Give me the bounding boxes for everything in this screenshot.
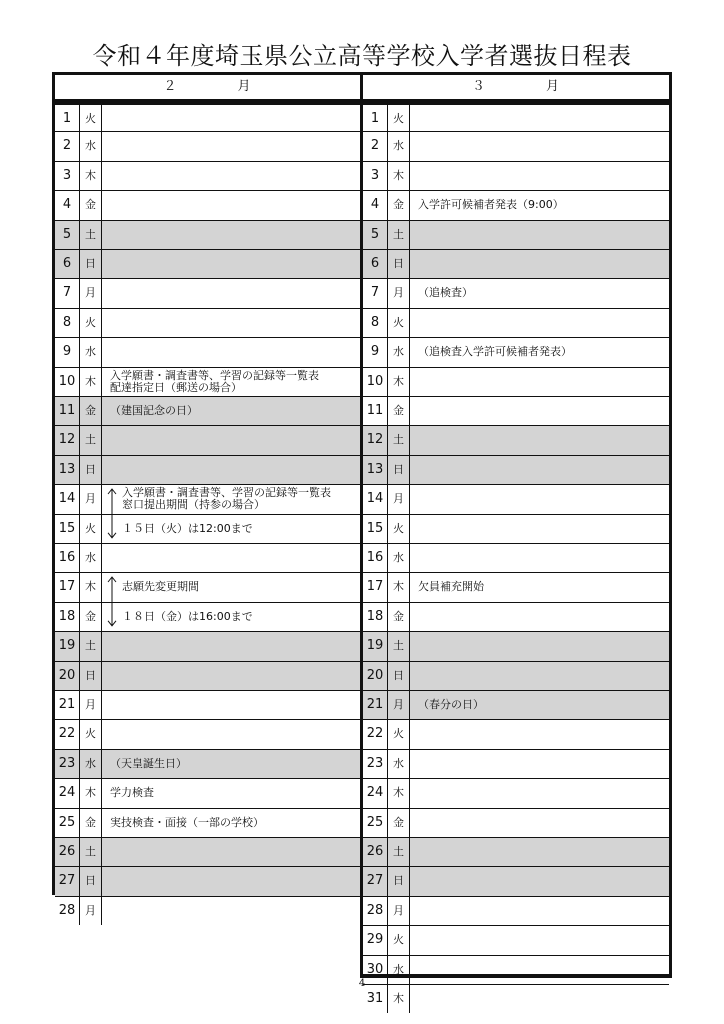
- day-number: 16: [55, 544, 80, 572]
- day-number: 13: [363, 456, 388, 484]
- event-cell: [102, 485, 360, 513]
- weekday: 水: [80, 338, 102, 366]
- event-text: 学力検査: [110, 786, 154, 800]
- day-row: [55, 484, 360, 513]
- day-row: [55, 602, 360, 631]
- weekday: 木: [80, 779, 102, 807]
- event-cell: [102, 338, 360, 366]
- weekday: 木: [80, 573, 102, 601]
- weekday: 月: [80, 279, 102, 307]
- weekday: 月: [388, 897, 410, 925]
- event-cell: [102, 221, 360, 249]
- event-cell: [410, 632, 669, 660]
- page-number: 4: [358, 978, 366, 989]
- weekday: 火: [388, 926, 410, 954]
- weekday: 金: [388, 603, 410, 631]
- weekday: 日: [388, 867, 410, 895]
- day-row: [363, 749, 669, 778]
- weekday: 火: [388, 515, 410, 543]
- day-number: 16: [363, 544, 388, 572]
- day-row: [55, 337, 360, 366]
- day-number: 7: [55, 279, 80, 307]
- event-text: 実技検査・面接（一部の学校）: [110, 815, 264, 829]
- weekday: 日: [80, 456, 102, 484]
- event-text: （追検査）: [418, 286, 473, 300]
- day-row: [55, 749, 360, 778]
- day-number: 3: [55, 162, 80, 190]
- day-number: 22: [363, 720, 388, 748]
- event-cell: [410, 162, 669, 190]
- weekday: 火: [388, 105, 410, 131]
- day-number: 25: [363, 809, 388, 837]
- event-text: （追検査入学許可候補者発表）: [418, 345, 572, 359]
- day-number: 9: [363, 338, 388, 366]
- event-cell: [410, 250, 669, 278]
- day-number: 17: [55, 573, 80, 601]
- day-row: [55, 161, 360, 190]
- day-number: 14: [363, 485, 388, 513]
- event-cell: [410, 426, 669, 454]
- event-cell: [102, 191, 360, 219]
- weekday: 金: [388, 397, 410, 425]
- weekday: 水: [80, 132, 102, 160]
- event-cell: [410, 368, 669, 396]
- day-row: [363, 161, 669, 190]
- weekday: 土: [388, 632, 410, 660]
- event-text-line2: 配達指定日（郵送の場合）: [110, 380, 242, 394]
- event-text: １８日（金）は16:00まで: [122, 609, 253, 623]
- weekday: 木: [388, 162, 410, 190]
- event-cell: [102, 720, 360, 748]
- day-number: 6: [55, 250, 80, 278]
- day-number: 28: [363, 897, 388, 925]
- day-row: [55, 631, 360, 660]
- event-cell: [410, 867, 669, 895]
- weekday: 日: [388, 662, 410, 690]
- day-row: [363, 778, 669, 807]
- day-number: 13: [55, 456, 80, 484]
- march-month-label: 月: [546, 79, 561, 94]
- march-days: [363, 102, 669, 1006]
- day-number: 9: [55, 338, 80, 366]
- day-number: 4: [363, 191, 388, 219]
- day-number: 31: [363, 985, 388, 1013]
- event-cell: [102, 368, 360, 396]
- day-row: [363, 131, 669, 160]
- day-row: [55, 572, 360, 601]
- day-number: 20: [55, 662, 80, 690]
- weekday: 日: [80, 662, 102, 690]
- event-cell: [410, 838, 669, 866]
- day-number: 6: [363, 250, 388, 278]
- day-row: [55, 308, 360, 337]
- event-cell: [410, 456, 669, 484]
- weekday: 木: [80, 368, 102, 396]
- weekday: 水: [388, 750, 410, 778]
- weekday: 土: [388, 221, 410, 249]
- weekday: 土: [388, 838, 410, 866]
- day-number: 27: [363, 867, 388, 895]
- event-cell: [102, 105, 360, 131]
- weekday: 月: [80, 691, 102, 719]
- event-cell: [102, 750, 360, 778]
- event-cell: [102, 250, 360, 278]
- day-number: 8: [55, 309, 80, 337]
- event-cell: [410, 132, 669, 160]
- event-cell: [102, 544, 360, 572]
- event-text-line1: 入学願書・調査書等、学習の記録等一覧表: [110, 368, 319, 382]
- day-number: 23: [55, 750, 80, 778]
- day-number: 21: [55, 691, 80, 719]
- day-row: [363, 278, 669, 307]
- weekday: 水: [80, 750, 102, 778]
- day-number: 1: [55, 105, 80, 131]
- day-number: 12: [55, 426, 80, 454]
- weekday: 月: [388, 485, 410, 513]
- march-header: [363, 75, 669, 102]
- march-month-number: ３: [471, 79, 486, 94]
- day-row: [363, 367, 669, 396]
- day-row: [55, 778, 360, 807]
- day-row: [55, 367, 360, 396]
- day-number: 15: [55, 515, 80, 543]
- day-number: 27: [55, 867, 80, 895]
- event-cell: [410, 544, 669, 572]
- weekday: 土: [80, 838, 102, 866]
- day-number: 4: [55, 191, 80, 219]
- february-month-label: 月: [237, 79, 252, 94]
- event-cell: [102, 573, 360, 601]
- day-row: [363, 337, 669, 366]
- event-cell: [102, 662, 360, 690]
- weekday: 水: [388, 956, 410, 984]
- weekday: 日: [80, 867, 102, 895]
- event-cell: [102, 279, 360, 307]
- day-number: 28: [55, 897, 80, 925]
- day-number: 2: [55, 132, 80, 160]
- weekday: 土: [388, 426, 410, 454]
- event-text: 志願先変更期間: [122, 580, 199, 594]
- event-cell: [410, 573, 669, 601]
- day-row: [363, 396, 669, 425]
- day-number: 10: [55, 368, 80, 396]
- weekday: 火: [388, 720, 410, 748]
- day-row: [363, 602, 669, 631]
- february-table: [52, 72, 363, 918]
- day-row: [55, 455, 360, 484]
- day-row: [55, 278, 360, 307]
- double-arrow-icon: [107, 576, 117, 627]
- weekday: 月: [80, 897, 102, 925]
- event-cell: [410, 720, 669, 748]
- day-number: 22: [55, 720, 80, 748]
- event-cell: [410, 309, 669, 337]
- march-table: [360, 72, 672, 1006]
- event-cell: [410, 191, 669, 219]
- page-title: 令和４年度埼玉県公立高等学校入学者選抜日程表: [92, 42, 632, 70]
- weekday: 木: [388, 779, 410, 807]
- day-row: [363, 220, 669, 249]
- event-cell: [410, 397, 669, 425]
- event-cell: [410, 809, 669, 837]
- day-number: 24: [363, 779, 388, 807]
- day-number: 7: [363, 279, 388, 307]
- event-cell: [102, 691, 360, 719]
- day-row: [363, 896, 669, 925]
- day-number: 25: [55, 809, 80, 837]
- weekday: 水: [388, 338, 410, 366]
- day-row: [363, 308, 669, 337]
- event-cell: [410, 662, 669, 690]
- day-row: [55, 896, 360, 925]
- day-number: 5: [55, 221, 80, 249]
- weekday: 火: [80, 309, 102, 337]
- day-number: 29: [363, 926, 388, 954]
- day-row: [55, 131, 360, 160]
- day-row: [55, 690, 360, 719]
- weekday: 水: [388, 132, 410, 160]
- day-row: [363, 514, 669, 543]
- day-row: [363, 249, 669, 278]
- day-number: 14: [55, 485, 80, 513]
- weekday: 土: [80, 426, 102, 454]
- weekday: 月: [388, 279, 410, 307]
- day-row: [55, 425, 360, 454]
- event-cell: [102, 132, 360, 160]
- event-cell: [102, 309, 360, 337]
- day-number: 30: [363, 956, 388, 984]
- day-row: [363, 425, 669, 454]
- day-row: [55, 514, 360, 543]
- day-number: 19: [363, 632, 388, 660]
- day-row: [55, 396, 360, 425]
- weekday: 水: [388, 544, 410, 572]
- day-number: 17: [363, 573, 388, 601]
- event-cell: [410, 338, 669, 366]
- event-cell: [102, 897, 360, 925]
- day-row: [363, 925, 669, 954]
- event-cell: [410, 221, 669, 249]
- february-days: [55, 102, 360, 918]
- event-cell: [102, 632, 360, 660]
- event-cell: [410, 985, 669, 1013]
- weekday: 月: [80, 485, 102, 513]
- event-cell: [102, 162, 360, 190]
- day-number: 18: [55, 603, 80, 631]
- weekday: 火: [80, 720, 102, 748]
- weekday: 火: [80, 515, 102, 543]
- event-cell: [102, 397, 360, 425]
- double-arrow-icon: [107, 488, 117, 539]
- day-row: [55, 808, 360, 837]
- day-number: 12: [363, 426, 388, 454]
- event-text: （天皇誕生日）: [110, 756, 187, 770]
- event-text: （春分の日）: [418, 698, 484, 711]
- day-row: [55, 837, 360, 866]
- event-cell: [102, 867, 360, 895]
- weekday: 月: [388, 691, 410, 719]
- event-cell: [410, 603, 669, 631]
- event-cell: [410, 926, 669, 954]
- weekday: 金: [80, 809, 102, 837]
- weekday: 金: [80, 191, 102, 219]
- day-number: 2: [363, 132, 388, 160]
- weekday: 日: [388, 250, 410, 278]
- weekday: 木: [80, 162, 102, 190]
- day-row: [363, 808, 669, 837]
- day-number: 5: [363, 221, 388, 249]
- event-cell: [410, 485, 669, 513]
- event-cell: [102, 809, 360, 837]
- event-text: 入学許可候補者発表（9:00）: [418, 198, 564, 212]
- weekday: 金: [80, 397, 102, 425]
- day-row: [363, 866, 669, 895]
- day-number: 24: [55, 779, 80, 807]
- february-header: [55, 75, 360, 102]
- weekday: 木: [388, 368, 410, 396]
- day-row: [363, 484, 669, 513]
- day-row: [363, 631, 669, 660]
- day-row: [363, 719, 669, 748]
- day-row: [55, 866, 360, 895]
- weekday: 金: [388, 191, 410, 219]
- event-cell: [102, 603, 360, 631]
- day-number: 18: [363, 603, 388, 631]
- day-number: 15: [363, 515, 388, 543]
- event-cell: [410, 897, 669, 925]
- day-number: 21: [363, 691, 388, 719]
- day-row: [363, 455, 669, 484]
- event-text: 欠員補充開始: [418, 580, 484, 594]
- weekday: 日: [80, 250, 102, 278]
- event-cell: [410, 779, 669, 807]
- event-cell: [410, 750, 669, 778]
- weekday: 土: [80, 221, 102, 249]
- event-cell: [410, 279, 669, 307]
- weekday: 木: [388, 985, 410, 1013]
- day-number: 1: [363, 105, 388, 131]
- day-row: [55, 102, 360, 131]
- day-row: [55, 661, 360, 690]
- day-number: 8: [363, 309, 388, 337]
- day-row: [363, 543, 669, 572]
- day-number: 23: [363, 750, 388, 778]
- february-month-number: ２: [163, 79, 178, 94]
- day-row: [363, 102, 669, 131]
- day-row: [55, 719, 360, 748]
- event-text: １５日（火）は12:00まで: [122, 521, 253, 535]
- day-row: [363, 190, 669, 219]
- weekday: 木: [388, 573, 410, 601]
- weekday: 金: [80, 603, 102, 631]
- event-cell: [102, 515, 360, 543]
- day-row: [363, 837, 669, 866]
- event-cell: [410, 691, 669, 719]
- event-text-line1: 入学願書・調査書等、学習の記録等一覧表: [122, 486, 331, 500]
- day-number: 26: [55, 838, 80, 866]
- day-row: [55, 220, 360, 249]
- weekday: 日: [388, 456, 410, 484]
- event-cell: [102, 426, 360, 454]
- event-text-line2: 窓口提出期間（持参の場合）: [122, 498, 265, 512]
- event-text: （建国記念の日）: [110, 404, 198, 417]
- day-number: 19: [55, 632, 80, 660]
- day-number: 10: [363, 368, 388, 396]
- event-cell: [102, 838, 360, 866]
- event-cell: [410, 105, 669, 131]
- day-number: 3: [363, 162, 388, 190]
- day-number: 20: [363, 662, 388, 690]
- weekday: 金: [388, 809, 410, 837]
- event-cell: [102, 779, 360, 807]
- day-row: [55, 249, 360, 278]
- day-number: 11: [55, 397, 80, 425]
- weekday: 水: [80, 544, 102, 572]
- day-row: [55, 190, 360, 219]
- day-row: [363, 572, 669, 601]
- day-row: [363, 661, 669, 690]
- weekday: 火: [80, 105, 102, 131]
- day-number: 11: [363, 397, 388, 425]
- day-row: [363, 690, 669, 719]
- day-row: [55, 543, 360, 572]
- event-cell: [102, 456, 360, 484]
- event-cell: [410, 515, 669, 543]
- weekday: 土: [80, 632, 102, 660]
- weekday: 火: [388, 309, 410, 337]
- day-number: 26: [363, 838, 388, 866]
